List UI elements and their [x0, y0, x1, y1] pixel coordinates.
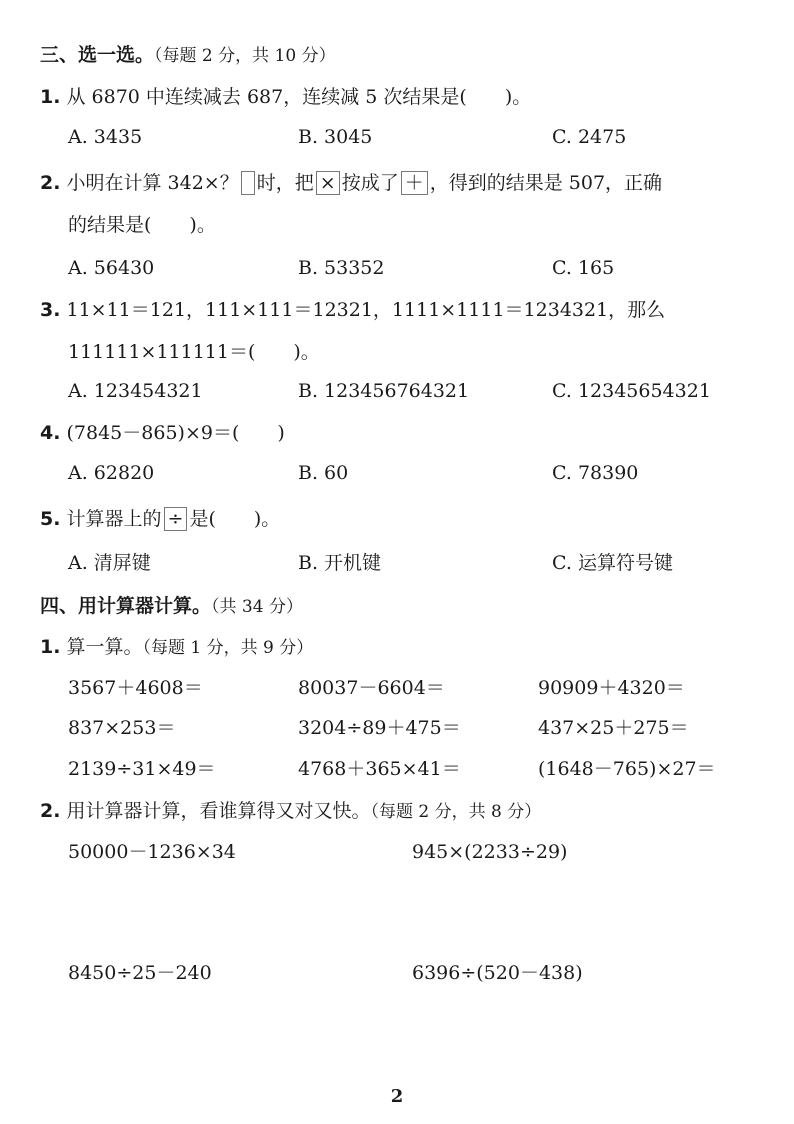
- question-4: 4. (7845－865)×9＝( ): [40, 422, 285, 444]
- calc-item: 437×25＋275＝: [538, 717, 689, 739]
- calc-item: 90909＋4320＝: [538, 677, 685, 699]
- calc-item: (1648－765)×27＝: [538, 758, 716, 780]
- option: A. 123454321: [68, 380, 203, 402]
- option: A. 62820: [68, 462, 155, 484]
- calc-item: 6396÷(520－438): [412, 962, 583, 984]
- question-2: 2. 小明在计算 342×？ 时，把 × 按成了 ＋ ，得到的结果是 507，正确: [40, 172, 663, 194]
- question-2-line2: 的结果是( )。: [68, 214, 216, 236]
- option: B. 60: [298, 462, 349, 484]
- option: B. 53352: [298, 257, 385, 279]
- option: C. 78390: [552, 462, 639, 484]
- calc-item: 3204÷89＋475＝: [298, 717, 461, 739]
- multiply-key: ×: [316, 171, 340, 195]
- page-number: 2: [390, 1086, 404, 1107]
- calc-item: 4768＋365×41＝: [298, 758, 461, 780]
- calc-item: 837×253＝: [68, 717, 176, 739]
- option: B. 开机键: [298, 552, 382, 574]
- divide-key: ÷: [164, 507, 188, 531]
- calc-item: 2139÷31×49＝: [68, 758, 216, 780]
- section4-heading: 四、用计算器计算。（共 34 分）: [40, 595, 303, 617]
- option: C. 12345654321: [552, 380, 711, 402]
- question-3: 3. 11×11＝121，111×111＝12321，1111×1111＝1234321，那么: [40, 299, 666, 321]
- calc-item: 3567＋4608＝: [68, 677, 203, 699]
- option: B. 3045: [298, 126, 373, 148]
- blank-key-box: [241, 171, 255, 195]
- section3-heading: 三、选一选。（每题 2 分，共 10 分）: [40, 44, 336, 66]
- question-5: 5. 计算器上的 ÷ 是( )。: [40, 508, 281, 530]
- calc-item: 80037－6604＝: [298, 677, 445, 699]
- calc-item: 50000－1236×34: [68, 841, 236, 863]
- option: A. 56430: [68, 257, 155, 279]
- calc-item: 945×(2233÷29): [412, 841, 568, 863]
- option: A. 清屏键: [68, 552, 151, 574]
- option: C. 运算符号键: [552, 552, 673, 574]
- plus-key: ＋: [401, 171, 428, 195]
- option: A. 3435: [68, 126, 143, 148]
- part-2-title: 2. 用计算器计算，看谁算得又对又快。（每题 2 分，共 8 分）: [40, 800, 542, 822]
- option: B. 123456764321: [298, 380, 470, 402]
- question-1: 1. 从 6870 中连续减去 687，连续减 5 次结果是( )。: [40, 86, 532, 108]
- question-3-line2: 111111×111111＝( )。: [68, 341, 320, 363]
- calc-item: 8450÷25－240: [68, 962, 212, 984]
- option: C. 2475: [552, 126, 627, 148]
- part-1-title: 1. 算一算。（每题 1 分，共 9 分）: [40, 636, 314, 658]
- option: C. 165: [552, 257, 615, 279]
